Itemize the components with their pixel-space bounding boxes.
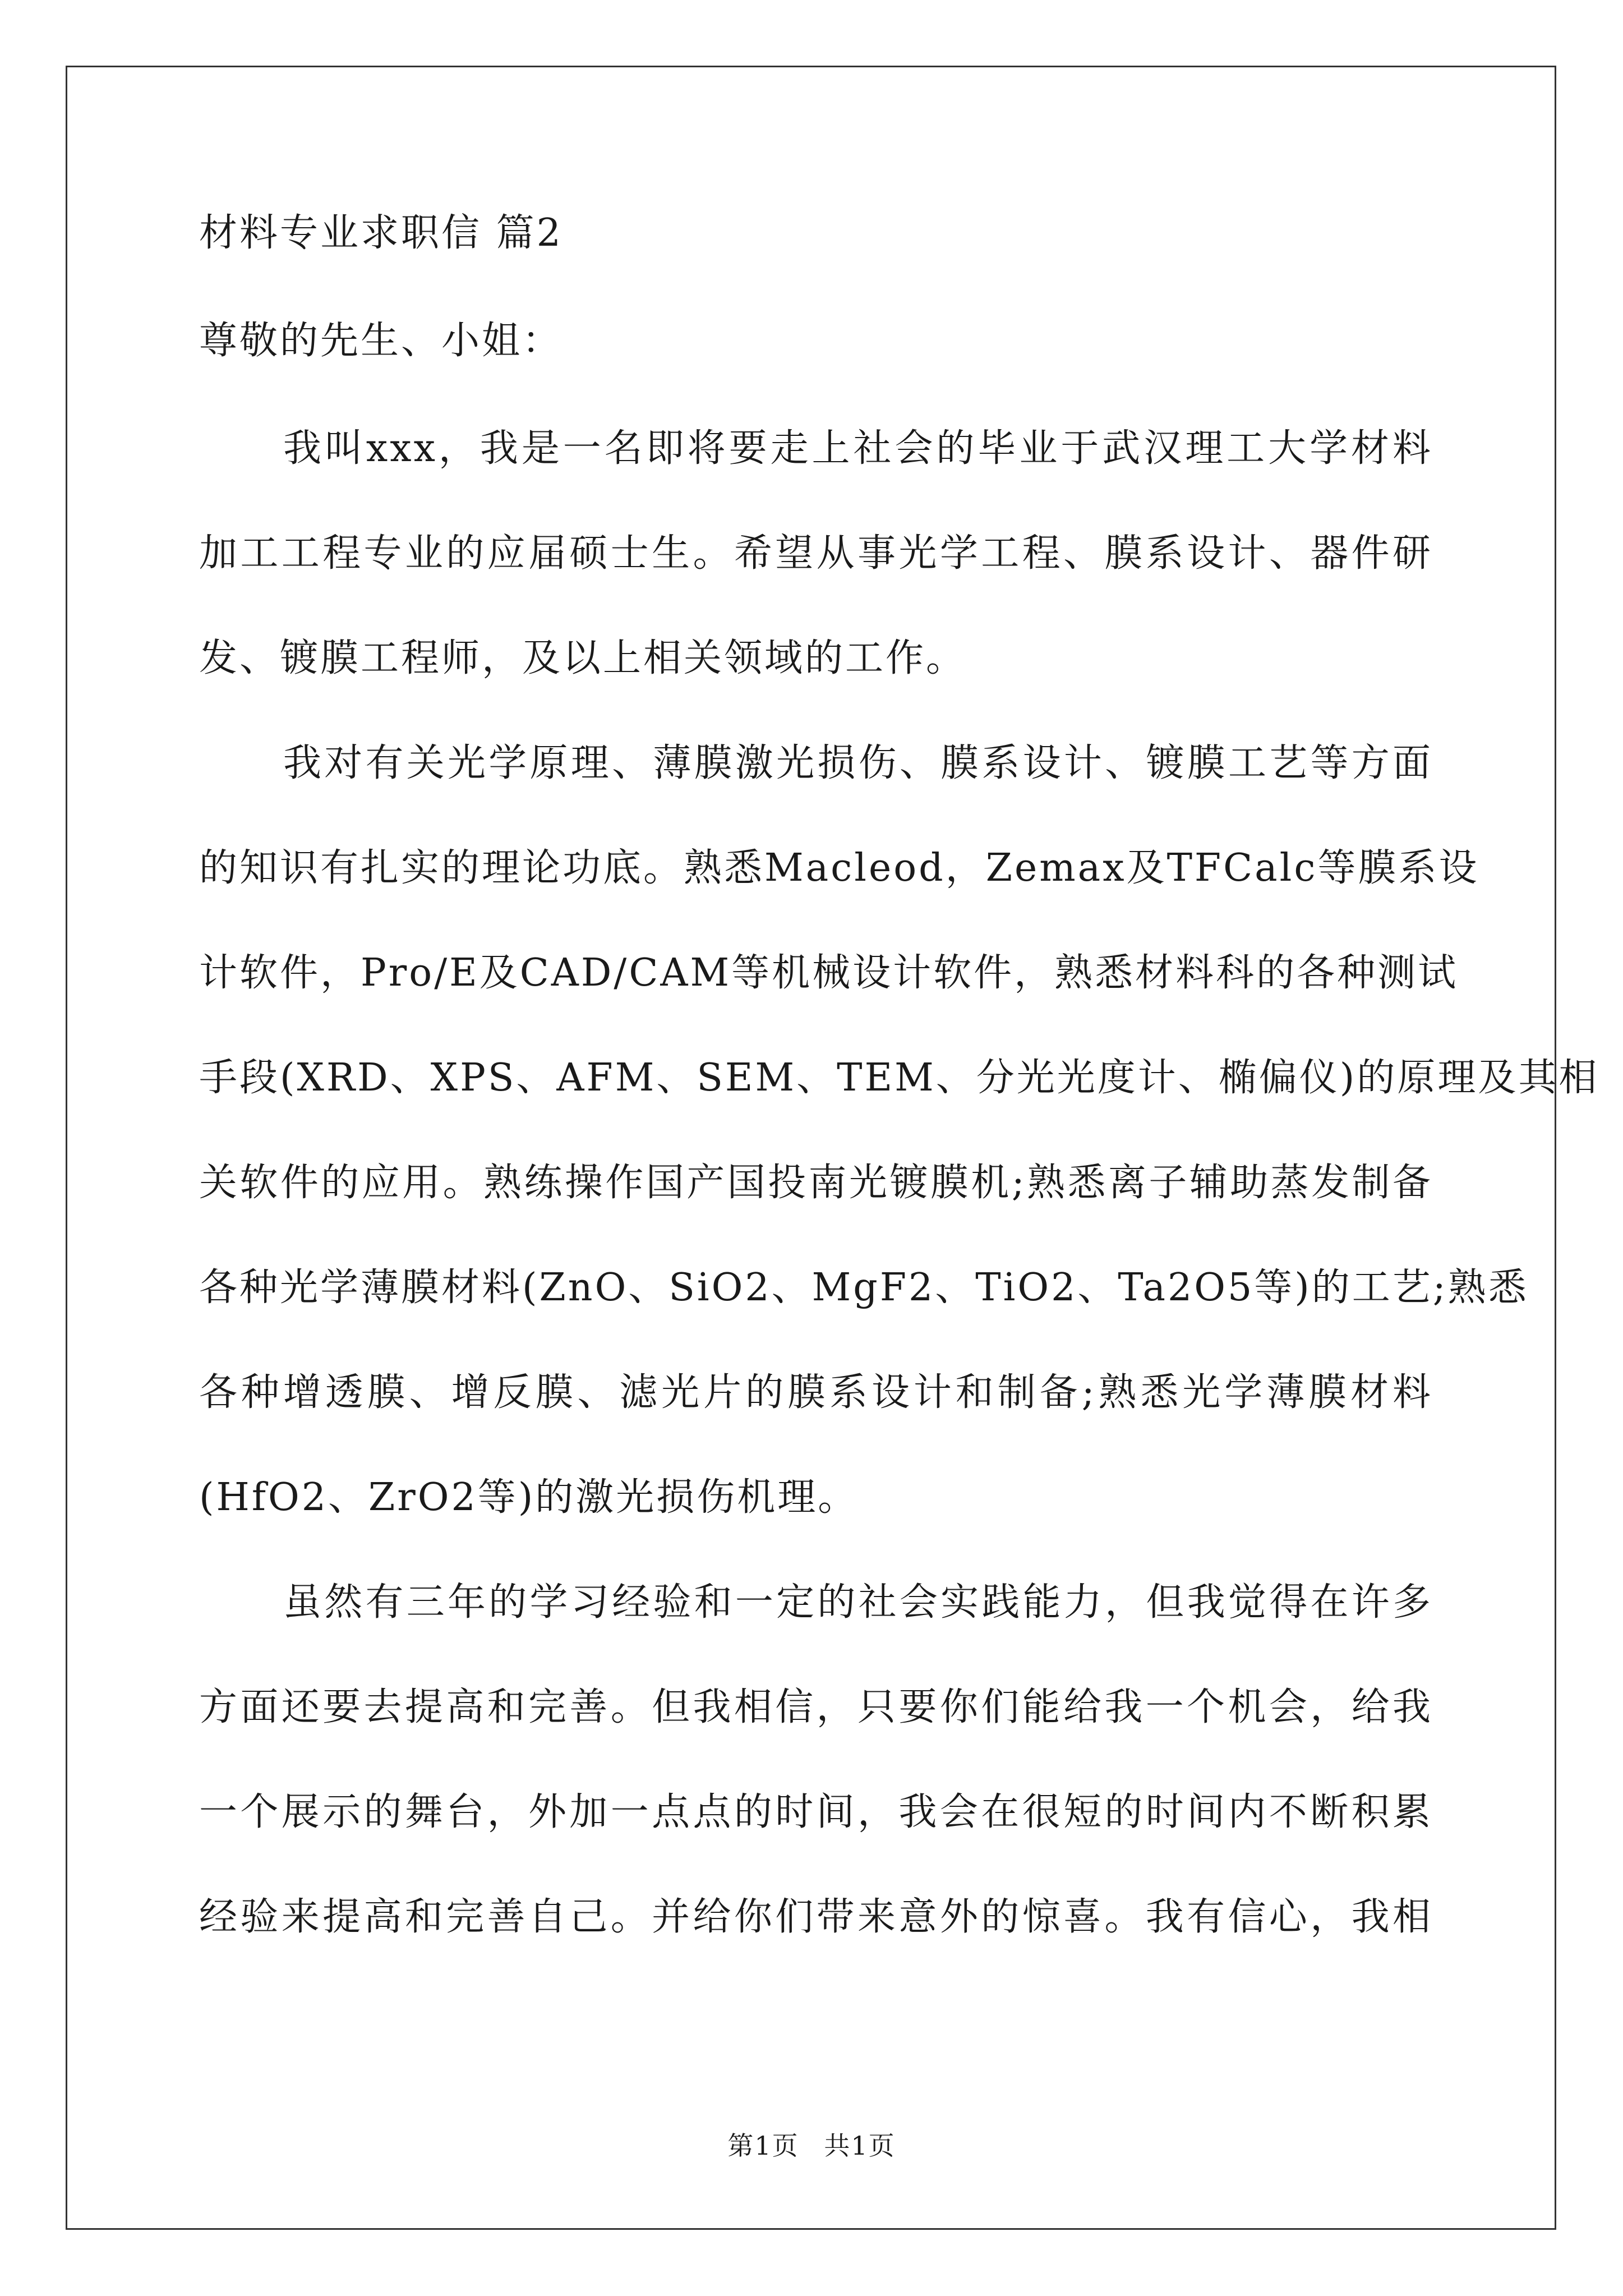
paragraph-line: 的知识有扎实的理论功底。熟悉Macleod，Zemax及TFCalc等膜系设: [199, 846, 1479, 890]
paragraph-3: [199, 1582, 1433, 1938]
page-current: 第1页: [727, 2131, 799, 2161]
paragraph-line: 我对有关光学原理、薄膜激光损伤、膜系设计、镀膜工艺等方面: [283, 741, 1433, 785]
paragraph-line: (HfO2、ZrO2等)的激光损伤机理。: [199, 1475, 859, 1520]
letter-body: [199, 211, 1599, 2002]
paragraph-line: 虽然有三年的学习经验和一定的社会实践能力，但我觉得在许多: [283, 1580, 1433, 1625]
paragraph-line: 加工工程专业的应届硕士生。希望从事光学工程、膜系设计、器件研: [199, 531, 1433, 576]
paragraph-line: 各种光学薄膜材料(ZnO、SiO2、MgF2、TiO2、Ta2O5等)的工艺;熟悉: [199, 1266, 1529, 1310]
paragraph-2: [199, 741, 1599, 1520]
paragraph-line: 一个展示的舞台，外加一点点的时间，我会在很短的时间内不断积累: [199, 1790, 1433, 1834]
paragraph-line: 经验来提高和完善自己。并给你们带来意外的惊喜。我有信心，我相: [199, 1895, 1433, 1939]
paragraph-line: 我叫xxx，我是一名即将要走上社会的毕业于武汉理工大学材料: [283, 426, 1433, 471]
paragraph-line: 发、镀膜工程师，及以上相关领域的工作。: [199, 636, 967, 680]
salutation: 尊敬的先生、小姐：: [199, 319, 563, 363]
paragraph-line: 方面还要去提高和完善。但我相信，只要你们能给我一个机会，给我: [199, 1685, 1433, 1729]
paragraph-1: [199, 426, 1433, 680]
page-footer: [0, 2132, 1623, 2160]
document-title: 材料专业求职信 篇2: [199, 211, 563, 255]
paragraph-line: 关软件的应用。熟练操作国产国投南光镀膜机;熟悉离子辅助蒸发制备: [199, 1161, 1433, 1205]
paragraph-line: 计软件，Pro/E及CAD/CAM等机械设计软件，熟悉材料科的各种测试: [199, 951, 1459, 995]
page-total: 共1页: [824, 2131, 896, 2161]
paragraph-line: 手段(XRD、XPS、AFM、SEM、TEM、分光光度计、椭偏仪)的原理及其相: [199, 1056, 1599, 1100]
paragraph-line: 各种增透膜、增反膜、滤光片的膜系设计和制备;熟悉光学薄膜材料: [199, 1370, 1433, 1415]
